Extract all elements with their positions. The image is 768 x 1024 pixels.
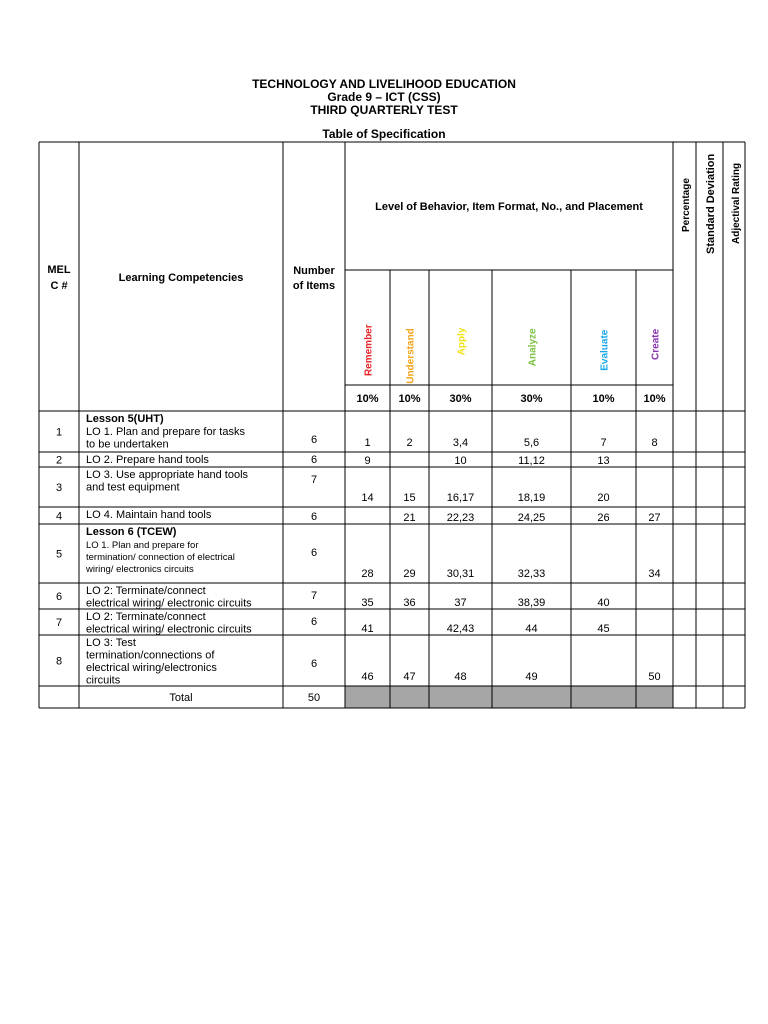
competency-text: wiring/ electronics circuits bbox=[86, 564, 194, 575]
item-placement: 40 bbox=[597, 597, 610, 609]
competency-text: LO 3: Test bbox=[86, 637, 136, 649]
item-placement: 32,33 bbox=[517, 568, 546, 580]
level-label-remember: Remember bbox=[363, 324, 375, 377]
competency-text: LO 2. Prepare hand tools bbox=[86, 454, 209, 466]
grade-subtitle: Grade 9 – ICT (CSS) bbox=[327, 90, 441, 104]
behavior-header: Level of Behavior, Item Format, No., and Placement bbox=[375, 201, 643, 213]
item-count: 7 bbox=[310, 590, 318, 602]
item-placement: 14 bbox=[361, 492, 374, 504]
item-placement: 44 bbox=[525, 623, 538, 635]
lesson-title: Lesson 5(UHT) bbox=[86, 413, 164, 425]
item-placement: 27 bbox=[648, 512, 661, 524]
level-percent: 30% bbox=[449, 393, 472, 405]
items-header: Number bbox=[293, 265, 335, 277]
item-placement: 42,43 bbox=[446, 623, 475, 635]
level-percent: 10% bbox=[356, 393, 379, 405]
melc-number: 1 bbox=[55, 426, 63, 439]
item-placement: 13 bbox=[597, 455, 610, 467]
melc-number: 7 bbox=[55, 617, 63, 629]
item-placement: 35 bbox=[361, 597, 374, 609]
competency-text: and test equipment bbox=[86, 481, 180, 494]
item-placement: 34 bbox=[648, 568, 661, 580]
item-placement: 15 bbox=[403, 492, 416, 504]
items-header: of Items bbox=[292, 280, 336, 292]
competency-text: circuits bbox=[86, 674, 121, 687]
test-name: THIRD QUARTERLY TEST bbox=[310, 103, 458, 117]
competency-text: LO 2: Terminate/connect bbox=[86, 585, 206, 597]
total-row-shading bbox=[345, 686, 673, 708]
melc-header: C # bbox=[50, 280, 68, 292]
competency-text: LO 4. Maintain hand tools bbox=[86, 509, 212, 521]
item-count: 7 bbox=[310, 474, 318, 486]
level-percent: 10% bbox=[398, 393, 421, 405]
item-placement: 41 bbox=[361, 623, 374, 635]
melc-number: 5 bbox=[55, 548, 63, 561]
melc-number: 4 bbox=[55, 510, 63, 523]
item-placement: 49 bbox=[525, 671, 538, 683]
item-placement: 29 bbox=[403, 568, 416, 580]
competencies-header: Learning Competencies bbox=[118, 272, 244, 284]
item-count: 6 bbox=[310, 511, 318, 523]
melc-number: 6 bbox=[55, 591, 63, 603]
item-placement: 7 bbox=[600, 437, 607, 449]
level-label-evaluate: Evaluate bbox=[599, 329, 611, 371]
competency-text: to be undertaken bbox=[86, 438, 169, 451]
item-placement: 5,6 bbox=[523, 437, 540, 449]
level-label-apply: Apply bbox=[456, 327, 468, 356]
item-placement: 2 bbox=[406, 437, 413, 449]
item-placement: 1 bbox=[364, 437, 371, 449]
item-count: 6 bbox=[310, 547, 318, 559]
item-placement: 10 bbox=[454, 455, 467, 467]
total-label: Total bbox=[169, 692, 193, 704]
item-placement: 47 bbox=[403, 671, 416, 683]
competency-text: electrical wiring/ electronic circuits bbox=[86, 623, 252, 636]
melc-header: MEL bbox=[47, 264, 71, 276]
melc-number: 3 bbox=[55, 482, 63, 494]
item-count: 6 bbox=[310, 454, 318, 466]
percentage-header: Percentage bbox=[681, 178, 692, 232]
item-placement: 3,4 bbox=[452, 437, 469, 449]
item-placement: 46 bbox=[361, 671, 374, 683]
level-percent: 10% bbox=[592, 393, 615, 405]
item-placement: 20 bbox=[597, 492, 610, 504]
competency-text: electrical wiring/electronics bbox=[86, 662, 217, 674]
item-count: 6 bbox=[310, 434, 318, 446]
level-percent: 30% bbox=[520, 393, 543, 405]
lesson-title: Lesson 6 (TCEW) bbox=[86, 526, 177, 538]
level-label-analyze: Analyze bbox=[527, 328, 539, 367]
level-label-create: Create bbox=[650, 328, 662, 360]
table-caption: Table of Specification bbox=[322, 127, 446, 141]
adjectival-rating-header: Adjectival Rating bbox=[731, 162, 742, 244]
item-placement: 24,25 bbox=[517, 512, 546, 524]
melc-number: 2 bbox=[55, 454, 63, 467]
item-count: 6 bbox=[310, 616, 318, 628]
competency-text: LO 1. Plan and prepare for tasks bbox=[86, 426, 245, 438]
competency-text: termination/connections of bbox=[86, 649, 215, 662]
item-placement: 26 bbox=[597, 512, 610, 524]
level-label-understand: Understand bbox=[405, 328, 417, 384]
competency-text: termination/ connection of electrical bbox=[86, 552, 235, 563]
melc-number: 8 bbox=[55, 655, 63, 668]
item-placement: 50 bbox=[648, 671, 661, 683]
competency-text: LO 1. Plan and prepare for bbox=[86, 540, 199, 551]
item-placement: 30,31 bbox=[446, 568, 475, 580]
item-placement: 37 bbox=[454, 597, 467, 609]
competency-text: LO 2: Terminate/connect bbox=[86, 611, 206, 623]
item-placement: 22,23 bbox=[446, 512, 475, 524]
total-items: 50 bbox=[307, 692, 321, 704]
item-placement: 16,17 bbox=[446, 492, 475, 504]
standard-deviation-header: Standard Deviation bbox=[705, 153, 717, 254]
item-count: 6 bbox=[310, 658, 318, 670]
item-placement: 45 bbox=[597, 623, 610, 635]
competency-text: electrical wiring/ electronic circuits bbox=[86, 597, 252, 610]
item-placement: 21 bbox=[403, 512, 416, 524]
item-placement: 18,19 bbox=[517, 492, 546, 504]
document-title: TECHNOLOGY AND LIVELIHOOD EDUCATION bbox=[252, 77, 516, 91]
item-placement: 28 bbox=[361, 568, 374, 580]
competency-text: LO 3. Use appropriate hand tools bbox=[86, 469, 249, 481]
item-placement: 38,39 bbox=[517, 597, 546, 609]
item-placement: 48 bbox=[454, 671, 467, 683]
item-placement: 11,12 bbox=[518, 455, 545, 467]
item-placement: 8 bbox=[651, 437, 658, 449]
item-placement: 9 bbox=[364, 455, 371, 467]
level-percent: 10% bbox=[643, 393, 666, 405]
item-placement: 36 bbox=[403, 597, 416, 609]
